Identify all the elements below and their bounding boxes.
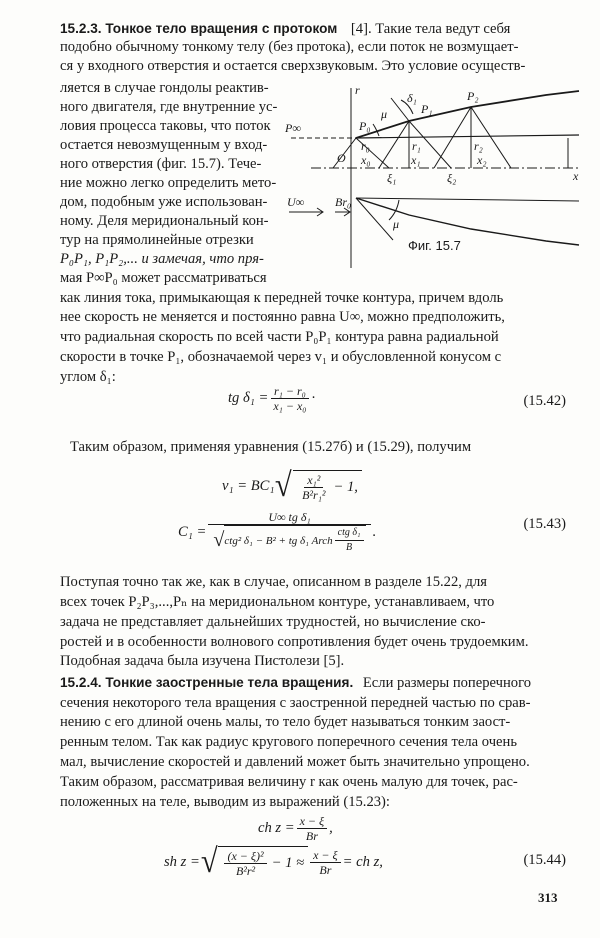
eq1-lhs: tg δ₁ = (228, 390, 269, 406)
fig-label-x1: x₁ (411, 153, 421, 167)
eq4-lhs: ch z = (258, 820, 295, 836)
mach-line (434, 107, 471, 168)
text-line: всех точек P₂P₃,...,Pₙ на меридиональном контуре, устанавливаем, что (60, 594, 495, 610)
fig-label-r2: r₂ (474, 139, 483, 153)
fig-label-mu: μ (381, 107, 388, 121)
text-line: Таким образом, рассматривая величину r как очень малую для точек, рас- (60, 774, 518, 790)
eq3-inner-numerator: ctg δ₁ (335, 526, 364, 541)
equation-v1 (222, 467, 362, 504)
equation-15-42: tg δ₁ = $\frac{\text{r₁ − r₀}}{\text{x₁ − x₀}}$ · (228, 384, 316, 413)
equation-number-15-42: (15.42) (523, 393, 566, 409)
text-line: что радиальная скорость по всей части P₀P₁ контура равна радиальной (60, 329, 499, 345)
eq2-tail: − 1, (333, 479, 358, 495)
fig-label-xi1: ξ₁ (387, 171, 397, 185)
text-line: P₀P₁, P₁P₂,... и замечая, что пря- (60, 251, 264, 267)
figure-caption: Фиг. 15.7 (408, 238, 461, 253)
equation-number-15-43: (15.43) (523, 516, 566, 532)
text-line: скорости в точке P₁, обозначаемой через v₁ и обусловленной конусом с (60, 349, 502, 365)
fig-label-u-inf: U∞ (287, 195, 305, 209)
eq2-denominator: B²r₁² (302, 488, 326, 502)
eq4-denominator: Br (305, 829, 318, 843)
eq1-denominator: x₁ − x₀ (273, 399, 307, 413)
inner-wall (356, 135, 579, 138)
page-number: 313 (538, 890, 558, 905)
eq3-lhs: C₁ = (178, 524, 207, 540)
eq2-lhs: v₁ = BC₁ (222, 477, 275, 494)
equation-15-43: C₁ = U∞ tg δ₁ √ ctg² δ₁ − B² + tg δ₁ Arch $\frac{\text{ctg δ₁}}{B}$ . (178, 510, 377, 553)
section-heading-15-2-4: 15.2.4. Тонкие заостренные тела вращения. (60, 675, 354, 690)
text-line: тур на прямолинейные отрезки (60, 232, 254, 248)
equation-number-15-44: (15.44) (523, 852, 566, 868)
fig-label-xi2: ξ₂ (447, 171, 457, 185)
section-heading-15-2-3: 15.2.3. Тонкое тело вращения с протоком (60, 21, 338, 36)
fig-label-r0: r₀ (361, 139, 370, 153)
text-line: ного отверстия (фиг. 15.7). Тече- (60, 156, 262, 172)
equation-ch-z (258, 814, 333, 843)
text-line: Поступая точно так же, как в случае, описанном в разделе 15.22, для (60, 574, 487, 590)
text-line: остается невозмущенным у вход- (60, 137, 268, 153)
text-line: ние можно легко определить мето- (60, 175, 277, 191)
text-line: нению с его длиной очень малы, то тело будет называться тонким заост- (60, 714, 511, 730)
text-line: ному. Деля меридиональный кон- (60, 213, 269, 229)
equation-15-44: sh z = √ $\frac{\text{(x − ξ)²}}{\text{B²r²}}$ − 1 ≈ $\frac{x - \xi}{Br}$ = ch z, (164, 843, 383, 880)
fig-label-p2: P₂ (467, 89, 479, 103)
text-line: ловия процесса таковы, что поток (60, 118, 271, 134)
eq3-denominator: ctg² δ₁ − B² + tg δ₁ Arch (224, 534, 333, 547)
eq3-fraction: U∞ tg δ₁ √ ctg² δ₁ − B² + tg δ₁ Arch $\frac{\text{ctg δ₁}}{B}$ (208, 510, 370, 555)
section-heading-line (60, 674, 531, 692)
fig-label-mu-lower: μ (393, 217, 400, 231)
fig-label-delta1: δ₁ (407, 91, 417, 105)
fig-label-p-inf: P∞ (285, 121, 301, 135)
text-line: ного двигателя, где внутренние ус- (60, 99, 278, 115)
eq2-radical: √ $\frac{\text{x₁²}}{\text{B²r₁²}}$ − 1, (274, 470, 362, 502)
text-line: ляется в случае гондолы реактив- (60, 80, 269, 96)
fig-label-o: O (337, 151, 346, 165)
heading-continuation: Если размеры поперечного (362, 675, 531, 691)
text-line: нее скорость не меняется и постоянно равна U∞, можно предположить, (60, 309, 505, 325)
text-line: мал, вычисление скоростей и давлений может быть значительно упрощено. (60, 754, 530, 770)
text-line: ренным телом. Так как радиус кругового поперечного сечения тела очень (60, 734, 517, 750)
eq1-numerator: r₁ − r₀ (271, 384, 309, 399)
eq5-tail: = ch z, (342, 853, 383, 870)
text-line: положенных на теле, выводим из выражений (15.23): (60, 794, 390, 810)
text-line: как линия тока, примыкающая к передней точке контура, причем вдоль (60, 290, 504, 306)
text-line: Подобная задача была изучена Пистолези [5]. (60, 653, 345, 669)
lower-inner-wall (356, 198, 579, 201)
eq5-denominator: Br (319, 862, 332, 877)
eq5-numerator: x − ξ (310, 848, 341, 863)
heading-continuation: [4]. Такие тела ведут себя (350, 21, 511, 37)
eq5-rad-numerator: (x − ξ)² (224, 849, 266, 864)
text-line: задача не представляет дальнейших трудностей, но вычисление ско- (60, 614, 486, 630)
eq4-numerator: x − ξ (297, 814, 328, 829)
lower-contour (356, 198, 579, 245)
mach-line (379, 121, 409, 168)
text-line: углом δ₁: (60, 369, 116, 385)
fig-label-p1: P₁ (421, 102, 433, 116)
eq3-inner-denominator: B (346, 542, 353, 553)
text-line: ростей и в особенности волнового сопротивления будет очень трудоемким. (60, 634, 529, 650)
text-line: мая P∞P₀ может рассматриваться (60, 270, 267, 286)
text-line: дом, подобным уже использован- (60, 194, 268, 210)
eq5-mid: − 1 ≈ (271, 855, 305, 871)
eq1-fraction (270, 384, 309, 413)
fig-label-r: r (355, 83, 360, 97)
fig-label-x0: x₀ (361, 153, 371, 167)
eq5-lhs: sh z = (164, 853, 200, 870)
section-heading-line (60, 20, 510, 38)
text-line: подобно обычному тонкому телу (без протока), если поток не возмущает- (60, 39, 519, 55)
eq4-tail: , (329, 820, 333, 836)
fig-label-r1: r₁ (412, 139, 421, 153)
text-line: ся у входного отверстия и остается сверхзвуковым. Это условие осуществ- (60, 58, 526, 74)
text-line: сечения некоторого тела вращения с заостренной передней частью по срав- (60, 695, 531, 711)
fig-label-p0: P₀ (359, 119, 371, 133)
fig-label-br0: Br₀ (335, 195, 352, 209)
fig-label-x: x (573, 169, 579, 183)
fig-label-x2: x₂ (477, 153, 487, 167)
eq2-numerator: x₁² (304, 473, 323, 488)
text-line: Таким образом, применяя уравнения (15.27б) и (15.29), получим (70, 439, 472, 455)
eq3-numerator: U∞ tg δ₁ (208, 510, 370, 525)
eq5-rad-denominator: B²r² (235, 864, 256, 878)
